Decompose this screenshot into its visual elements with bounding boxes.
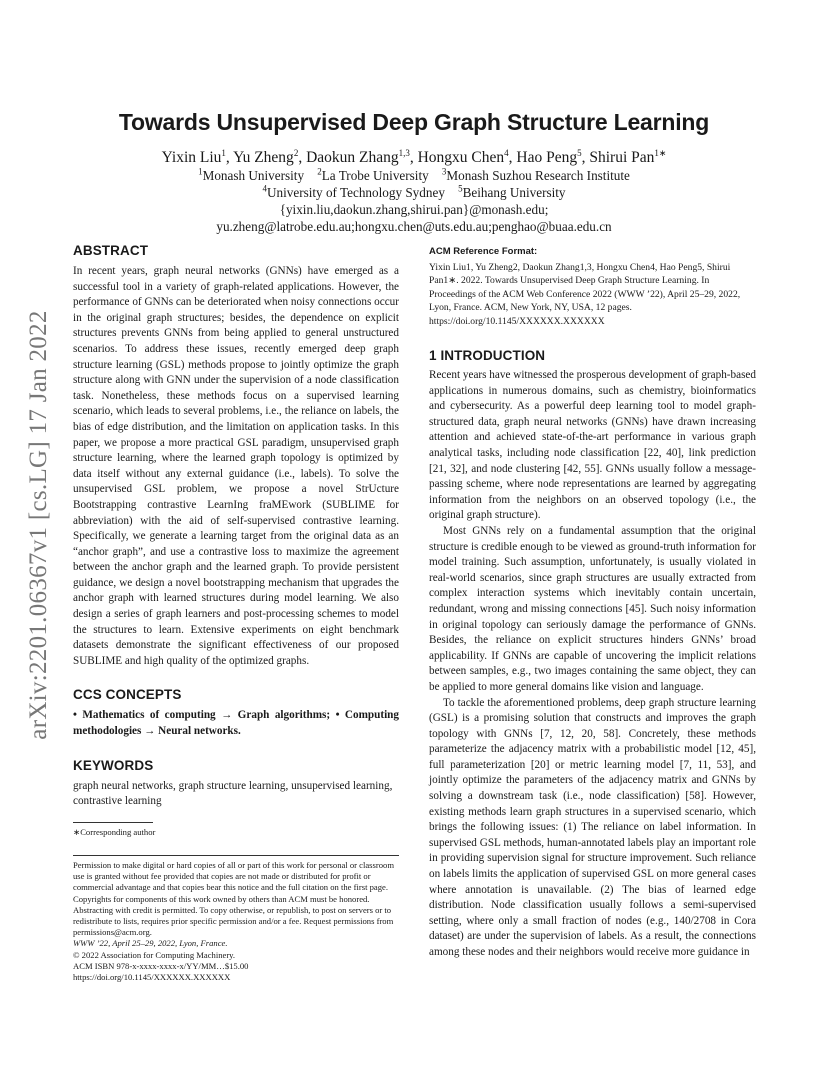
permission-text: Permission to make digital or hard copies of all or part of this work for personal or classroom use is granted without fee provided that copies are not made or distributed for profit or commercial advantage and that copies bear this notice and the full citation on the first page. Copyrights for components of this work owned by others than ACM must be honored. Abstracting with credit is permitted. To copy otherwise, or republish, to post on servers or to redistribute to lists, requires prior specific permission and/or a fee. Request permissions from permissions@acm.org. bbox=[73, 860, 394, 938]
isbn-line: ACM ISBN 978-x-xxxx-xxxx-x/YY/MM…$15.00 bbox=[73, 960, 249, 971]
affiliations bbox=[74, 167, 754, 235]
author: Daokun Zhang bbox=[306, 149, 399, 166]
venue-line: WWW ’22, April 25–29, 2022, Lyon, France. bbox=[73, 938, 228, 949]
affiliation: Beihang University bbox=[462, 185, 566, 200]
abstract-heading: ABSTRACT bbox=[73, 243, 149, 258]
right-column bbox=[429, 246, 756, 961]
affiliations-line-1: $^1$Monash University $^2$La Trobe University $^3$Monash Suzhou Research Institute bbox=[198, 166, 630, 183]
intro-paragraph: Most GNNs rely on a fundamental assumption that the original structure is credible enough to be viewed as ground-truth information for model training. Such assumption, unfortunately, is usually violated in real-world scenarios, since graph structures are usually extracted from complex interaction systems which inevitably contain uncertain, redundant, wrong and missing connections [45]. Such noisy information in original topology can seriously damage the performance of GNNs. Besides, the reliance on explicit structures hinders GNNs’ broad applicability. If GNNs are capable of uncovering the implicit relations between samples, e.g., two images containing the same object, they can be applied to more general domains like vision and language. bbox=[429, 524, 756, 693]
acm-reference-heading: ACM Reference Format: bbox=[429, 246, 538, 257]
arxiv-id: arXiv:2201.06367v1 [cs.LG] 17 Jan 2022 bbox=[25, 310, 52, 740]
affiliations-line-2: $^4$University of Technology Sydney $^5$Beihang University bbox=[262, 183, 566, 200]
paper-title: Towards Unsupervised Deep Graph Structure Learning bbox=[118, 109, 710, 135]
footnote-rule bbox=[73, 822, 153, 823]
author: Hongxu Chen bbox=[417, 149, 505, 166]
left-column bbox=[73, 243, 399, 983]
ccs-text: • Mathematics of computing → Graph algorithms; • Computing methodologies → Neural networks. bbox=[73, 709, 399, 738]
introduction-heading: 1 INTRODUCTION bbox=[429, 348, 546, 364]
footnote-block bbox=[73, 822, 399, 838]
keywords-heading: KEYWORDS bbox=[73, 757, 154, 773]
affiliation: University of Technology Sydney bbox=[266, 185, 445, 200]
permission-rule bbox=[73, 855, 399, 856]
affiliation: Monash Suzhou Research Institute bbox=[446, 168, 630, 183]
ccs-heading: CCS CONCEPTS bbox=[73, 687, 182, 703]
abstract-text: In recent years, graph neural networks (GNNs) have emerged as a successful tool in a variety of graph-related applications. However, the performance of GNNs can be deteriorated when noisy connections occur in the original graph structures; besides, the dependence on explicit structures prevents GNNs from being applied to general unstructured scenarios. To address these issues, recently emerged deep graph structure learning (GSL) methods propose to jointly optimize the graph structure along with GNN under the supervision of a node classification task. Nonetheless, these methods focus on a supervised learning scenario, which leads to several problems, i.e., the reliance on labels, the bias of edge distribution, and the limitation on application tasks. In this paper, we propose a more practical GSL paradigm, unsupervised graph structure learning, where the learned graph topology is optimized by data itself without any external guidance (i.e., labels). To solve the unsupervised GSL problem, we propose a novel StrUcture Bootstrapping contrastive LearnIng fraMEwork (SUBLIME for abbreviation) with the aid of self-supervised contrastive learning. Specifically, we generate a learning target from the original data as an “anchor graph”, and use a contrastive loss to maximize the agreement between the anchor graph and the learned graph. To provide persistent guidance, we design a novel bootstrapping mechanism that upgrades the anchor graph with learned structures during model learning. We also design a series of graph learners and post-processing schemes to model the structures to learn. Extensive experiments on eight benchmark datasets demonstrate the significant effectiveness of our proposed SUBLIME and high quality of the optimized graphs. bbox=[73, 265, 399, 667]
copyright-line: © 2022 Association for Computing Machinery. bbox=[73, 949, 236, 960]
email-line-2: yu.zheng@latrobe.edu.au;hongxu.chen@uts.edu.au;penghao@buaa.edu.cn bbox=[216, 219, 612, 234]
doi-line: https://doi.org/10.1145/XXXXXX.XXXXXX bbox=[73, 972, 231, 983]
acm-reference-text: Yixin Liu1, Yu Zheng2, Daokun Zhang1,3, Hongxu Chen4, Hao Peng5, Shirui Pan1∗. 2022. Towards Unsupervised Deep Graph Structure Learning. In Proceedings of the ACM Web Conference 2022 (WWW ’22), April 25–29, 2022, Lyon, France. ACM, New York, NY, USA, 12 pages. https://doi.org/10.1145/XXXXXX.XXXXXX bbox=[429, 262, 741, 327]
email-line-1: {yixin.liu,daokun.zhang,shirui.pan}@monash.edu; bbox=[279, 202, 549, 217]
author-list: Yixin Liu$^1$, Yu Zheng$^2$, Daokun Zhang$^{1,3}$, Hongxu Chen$^4$, Hao Peng$^5$, Shirui Pan$^{1∗}$ bbox=[161, 147, 667, 166]
intro-paragraph: Recent years have witnessed the prosperous development of graph-based applications in numerous domains, such as chemistry, bioinformatics and cybersecurity. As a powerful deep learning tool to model graph-structured data, graph neural networks (GNNs) have drawn increasing attention and achieved state-of-the-art performance in various graph analytical tasks, including node classification [22, 40], link prediction [21, 32], and node clustering [42, 55]. GNNs usually follow a message-passing scheme, where node representations are learned by aggregating information from the neighbors on an observed topology (i.e., the original graph structure). bbox=[429, 369, 756, 522]
intro-paragraph: To tackle the aforementioned problems, deep graph structure learning (GSL) is a promising solution that constructs and improves the graph topology with GNNs [7, 12, 20, 58]. Concretely, these methods parameterize the adjacency matrix with a probabilistic model [12, 45], full parameterization [20] or metric learning model [7, 11, 53], and jointly optimize the parameters of the adjacency matrix and GNNs by solving a downstream task (i.e., node classification) [58]. However, existing methods learn graph structures in a supervised scenario, which brings the following issues: (1) The reliance on label information. In supervised GSL methods, human-annotated labels play an important role in providing supervision signal for structure improvement. Such reliance on labels limits the application of supervised GSL on more general cases where annotation is unavailable. (2) The bias of learned edge distribution. Node classification usually follows a semi-supervised setting, where only a small fraction of nodes (e.g., 140/2708 in Cora dataset) are under the supervision of labels. As a result, the connections among these nodes and their neighbors would receive more guidance in bbox=[429, 696, 756, 958]
keywords-text: graph neural networks, graph structure learning, unsupervised learning, contrastive learning bbox=[73, 779, 393, 808]
author: Yixin Liu bbox=[161, 149, 222, 166]
author: Yu Zheng bbox=[233, 149, 294, 166]
footnote-corresponding: ∗Corresponding author bbox=[73, 826, 156, 837]
affiliation: La Trobe University bbox=[321, 168, 429, 183]
author: Shirui Pan bbox=[589, 149, 655, 166]
arxiv-stamp bbox=[22, 290, 56, 760]
author: Hao Peng bbox=[516, 149, 578, 166]
affiliation: Monash University bbox=[202, 168, 305, 183]
